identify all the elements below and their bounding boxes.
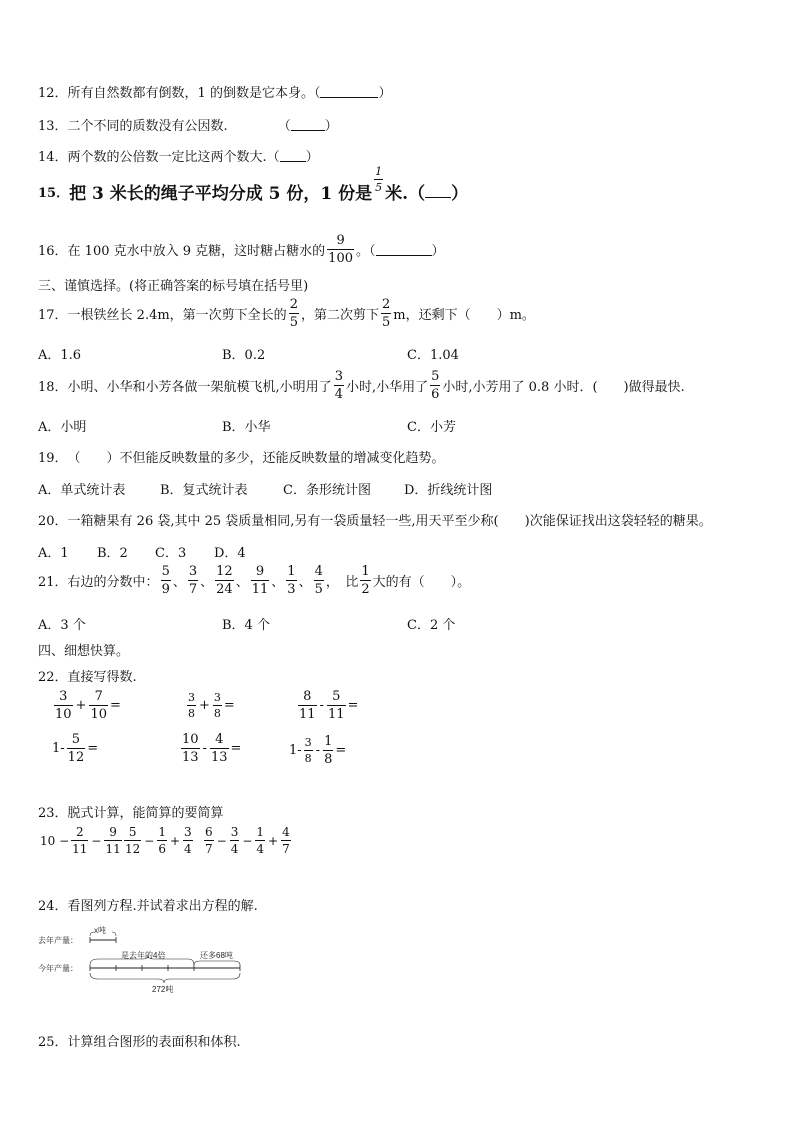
q19-option-d[interactable]: D．折线统计图 — [404, 483, 493, 498]
q23-text: 脱式计算，能简算的要简算 — [67, 806, 224, 821]
q21-half-den: 2 — [361, 582, 370, 597]
q14-answer-blank[interactable] — [280, 149, 306, 162]
den: 11 — [105, 842, 121, 856]
q16-frac-numerator: 9 — [336, 233, 345, 248]
q21-half-fraction — [360, 565, 370, 596]
operator: + — [268, 833, 279, 848]
q21-f5-num: 1 — [287, 564, 296, 579]
den: 12 — [125, 842, 141, 856]
operator: - — [319, 698, 324, 713]
q21-option-c[interactable]: C．2 个 — [407, 618, 456, 633]
section-4-heading: 四、细想快算。 — [38, 644, 130, 659]
q19-option-b[interactable]: B．复式统计表 — [160, 483, 248, 498]
den: 4 — [230, 842, 239, 856]
num: 8 — [303, 689, 312, 704]
q15-fraction — [374, 166, 383, 193]
q13-answer-blank[interactable] — [291, 118, 325, 131]
question-24 — [38, 895, 258, 914]
q22-calc-5 — [179, 733, 241, 764]
den: 8 — [188, 707, 195, 720]
q16-close: ） — [431, 244, 445, 259]
q17-option-a[interactable]: A．1.6 — [38, 348, 82, 363]
question-15 — [38, 165, 469, 205]
den: 4 — [184, 842, 192, 856]
q15-close: ） — [451, 184, 469, 204]
q22-calc-1 — [52, 690, 121, 721]
q17-f1-denominator: 5 — [289, 315, 298, 330]
q20-option-a[interactable]: A．1 — [38, 546, 69, 561]
q16-frac-denominator: 100 — [328, 251, 353, 266]
question-14 — [38, 146, 319, 165]
question-16 — [38, 234, 445, 265]
num: 5 — [71, 732, 81, 747]
question-19 — [38, 447, 445, 466]
equals: = — [347, 698, 359, 713]
q17-text-a: 一根铁丝长 2.4m，第一次剪下全长的 — [67, 308, 287, 323]
q21-fraction-5 — [286, 565, 296, 596]
q12-answer-blank[interactable] — [320, 85, 378, 98]
q17-fraction-1 — [289, 298, 299, 329]
q14-number: 14． — [38, 150, 68, 165]
q18-option-b[interactable]: B．小华 — [222, 420, 271, 435]
q19-option-c[interactable]: C．条形统计图 — [283, 483, 371, 498]
den: 11 — [299, 707, 316, 722]
question-21 — [38, 565, 470, 596]
q21-option-b[interactable]: B．4 个 — [222, 618, 270, 633]
q21-option-a[interactable]: A．3 个 — [38, 618, 86, 633]
q16-text-b: 。（ — [356, 244, 376, 259]
question-17 — [38, 298, 535, 329]
operator: − — [216, 833, 227, 848]
q16-number: 16． — [38, 244, 68, 259]
question-25 — [38, 1031, 241, 1050]
num: 1 — [324, 734, 333, 749]
den: 6 — [158, 842, 166, 856]
num: 7 — [94, 689, 103, 704]
lead: 1- — [289, 743, 302, 758]
lead: 1- — [52, 741, 65, 756]
q16-fraction — [327, 234, 354, 265]
label-last-year: 去年产量： — [38, 936, 78, 945]
operator: − — [242, 833, 253, 848]
question-22 — [38, 666, 137, 685]
q21-fraction-6 — [314, 565, 324, 596]
q17-f1-numerator: 2 — [289, 297, 298, 312]
equals: = — [110, 698, 121, 713]
operator: − — [144, 833, 155, 848]
q17-option-b[interactable]: B．0.2 — [222, 348, 266, 363]
question-12 — [38, 82, 391, 101]
den: 12 — [67, 750, 85, 765]
q21-f6-den: 5 — [314, 582, 323, 597]
num: 3 — [184, 825, 192, 839]
q21-f5-den: 3 — [287, 582, 296, 597]
q25-text: 计算组合图形的表面积和体积. — [67, 1035, 241, 1050]
q18-f1-numerator: 3 — [334, 369, 343, 384]
operator: + — [199, 698, 210, 713]
q22-calc-3 — [296, 690, 358, 721]
q21-f4-den: 11 — [251, 582, 269, 597]
q18-text-c: 小时,小芳用了 0.8 小时．( )做得最快. — [442, 380, 685, 395]
num: 4 — [215, 732, 224, 747]
q24-number: 24． — [38, 899, 68, 914]
q21-f4-num: 9 — [255, 564, 265, 579]
q18-option-a[interactable]: A．小明 — [38, 420, 87, 435]
num: 3 — [230, 825, 239, 839]
q16-answer-blank[interactable] — [376, 243, 432, 256]
q20-number: 20． — [38, 514, 68, 529]
question-18 — [38, 370, 685, 401]
q21-f3-den: 24 — [216, 582, 233, 597]
q15-frac-numerator: 1 — [375, 165, 383, 178]
q16-text-a: 在 100 克水中放入 9 克糖，这时糖占糖水的 — [67, 244, 326, 259]
q19-text: （ ）不但能反映数量的多少，还能反映数量的增减变化趋势。 — [67, 451, 445, 466]
label-total: 272吨 — [152, 985, 174, 994]
q21-number: 21． — [38, 575, 68, 590]
more-brace — [194, 961, 240, 965]
operator: − — [91, 833, 102, 848]
den: 11 — [72, 842, 88, 856]
den: 8 — [304, 752, 312, 765]
q13-close: ） — [324, 119, 338, 134]
q21-text-c: 大的有（ ）。 — [372, 575, 471, 590]
num: 4 — [282, 825, 290, 839]
den: 13 — [182, 750, 199, 765]
den: 8 — [324, 752, 333, 767]
num: 3 — [213, 691, 221, 704]
q18-text-a: 小明、小华和小芳各做一架航模飞机,小明用了 — [67, 380, 332, 395]
operator: + — [169, 833, 181, 848]
den: 4 — [256, 842, 265, 856]
q19-number: 19． — [38, 451, 68, 466]
q20-option-c[interactable]: C．3 — [155, 546, 187, 561]
q18-number: 18． — [38, 380, 68, 395]
q18-fraction-1 — [334, 370, 344, 401]
equals: = — [230, 741, 242, 756]
section-3-heading: 三、谨慎选择。(将正确答案的标号填在括号里) — [38, 279, 309, 294]
q21-f2-den: 7 — [188, 582, 198, 597]
den: 7 — [205, 842, 213, 856]
q12-close: ） — [378, 86, 392, 101]
q13-open: （ — [277, 119, 291, 134]
den: 8 — [213, 707, 221, 720]
q20-option-b[interactable]: B．2 — [97, 546, 128, 561]
q21-fraction-1 — [161, 565, 171, 596]
q22-calc-2 — [185, 692, 235, 719]
q21-f3-num: 12 — [216, 564, 233, 579]
label-x-tons: x吨 — [94, 926, 106, 935]
q18-text-b: 小时,小华用了 — [345, 380, 429, 395]
q23-expression-2 — [122, 826, 195, 855]
den: 7 — [282, 842, 290, 856]
q21-f6-num: 4 — [314, 564, 323, 579]
num: 6 — [205, 825, 213, 839]
q24-text: 看图列方程.并试着求出方程的解. — [67, 899, 258, 914]
num: 3 — [188, 691, 195, 704]
q15-text-b: 米.（ — [385, 184, 426, 204]
operator: - — [315, 743, 321, 758]
q21-sep: 、 — [235, 575, 249, 590]
q22-calc-6 — [289, 735, 346, 766]
lead: 10 − — [40, 833, 70, 848]
equals: = — [87, 741, 99, 756]
num: 5 — [332, 689, 341, 704]
label-four-times: 是去年的4倍 — [121, 951, 166, 960]
operator: + — [75, 698, 87, 713]
q21-fraction-2 — [188, 565, 198, 596]
q21-sep: 、 — [298, 575, 312, 590]
question-13 — [38, 115, 338, 134]
q21-sep: 、 — [172, 575, 186, 590]
den: 13 — [210, 750, 228, 765]
q21-fraction-3 — [215, 565, 234, 596]
label-this-year: 今年产量： — [38, 964, 78, 973]
q21-fraction-4 — [251, 565, 270, 596]
q22-text: 直接写得数. — [67, 670, 137, 685]
num: 2 — [75, 825, 84, 839]
q17-fraction-2 — [381, 298, 391, 329]
q18-f1-denominator: 4 — [334, 387, 343, 402]
q21-text-b: ， 比 — [325, 575, 359, 590]
den: 10 — [90, 707, 107, 722]
q13-text: 二个不同的质数没有公因数. — [67, 119, 228, 134]
q18-f2-denominator: 6 — [431, 387, 440, 402]
q15-number: 15． — [38, 186, 70, 201]
equals: = — [223, 698, 235, 713]
num: 1 — [256, 825, 265, 839]
q17-option-c[interactable]: C．1.04 — [407, 348, 459, 363]
q20-option-d[interactable]: D．4 — [214, 546, 246, 561]
q20-text: 一箱糖果有 26 袋,其中 25 袋质量相同,另有一袋质量轻一些,用天平至少称( )次能保证找出这袋轻轻的糖果。 — [67, 514, 712, 529]
q19-option-a[interactable]: A．单式统计表 — [38, 483, 126, 498]
q23-expression-3 — [202, 826, 293, 855]
q23-expression-1 — [40, 826, 124, 855]
q21-sep: 、 — [200, 575, 214, 590]
q17-text-c: m，还剩下（ ）m。 — [393, 308, 535, 323]
q23-number: 23． — [38, 806, 68, 821]
num: 3 — [304, 736, 312, 749]
q21-f1-den: 9 — [161, 582, 170, 597]
den: 11 — [327, 707, 345, 722]
num: 9 — [109, 825, 117, 839]
q21-sep: 、 — [271, 575, 285, 590]
q17-f2-denominator: 5 — [381, 315, 391, 330]
q22-calc-4 — [52, 733, 98, 764]
q21-f2-num: 3 — [188, 564, 198, 579]
q17-f2-numerator: 2 — [381, 297, 391, 312]
q21-f1-num: 5 — [161, 564, 170, 579]
q18-option-c[interactable]: C．小芳 — [407, 420, 456, 435]
total-brace — [90, 973, 240, 983]
q18-fraction-2 — [430, 370, 440, 401]
q12-text: 所有自然数都有倒数，1 的倒数是它本身。（ — [67, 86, 321, 101]
q21-half-num: 1 — [361, 564, 370, 579]
q17-number: 17． — [38, 308, 68, 323]
segment-diagram — [38, 925, 258, 997]
q25-number: 25． — [38, 1035, 68, 1050]
num: 10 — [182, 732, 199, 747]
q14-close: ） — [305, 150, 319, 165]
q15-answer-blank[interactable] — [425, 185, 451, 198]
question-23 — [38, 802, 224, 821]
equals: = — [335, 743, 347, 758]
q21-text-a: 右边的分数中： — [67, 575, 159, 590]
q22-number: 22． — [38, 670, 68, 685]
q18-f2-numerator: 5 — [431, 369, 440, 384]
num: 1 — [158, 825, 166, 839]
num: 3 — [59, 689, 68, 704]
q15-frac-denominator: 5 — [375, 181, 383, 194]
label-more-68: 还多68吨 — [200, 951, 233, 960]
q13-number: 13． — [38, 119, 68, 134]
q17-text-b: ，第二次剪下 — [300, 308, 379, 323]
operator: - — [202, 741, 207, 756]
q12-number: 12． — [38, 86, 68, 101]
question-20 — [38, 510, 712, 529]
num: 5 — [128, 825, 137, 839]
q15-text-a: 把 3 米长的绳子平均分成 5 份，1 份是 — [69, 184, 373, 204]
q14-text: 两个数的公倍数一定比这两个数大.（ — [67, 150, 280, 165]
den: 10 — [55, 707, 72, 722]
